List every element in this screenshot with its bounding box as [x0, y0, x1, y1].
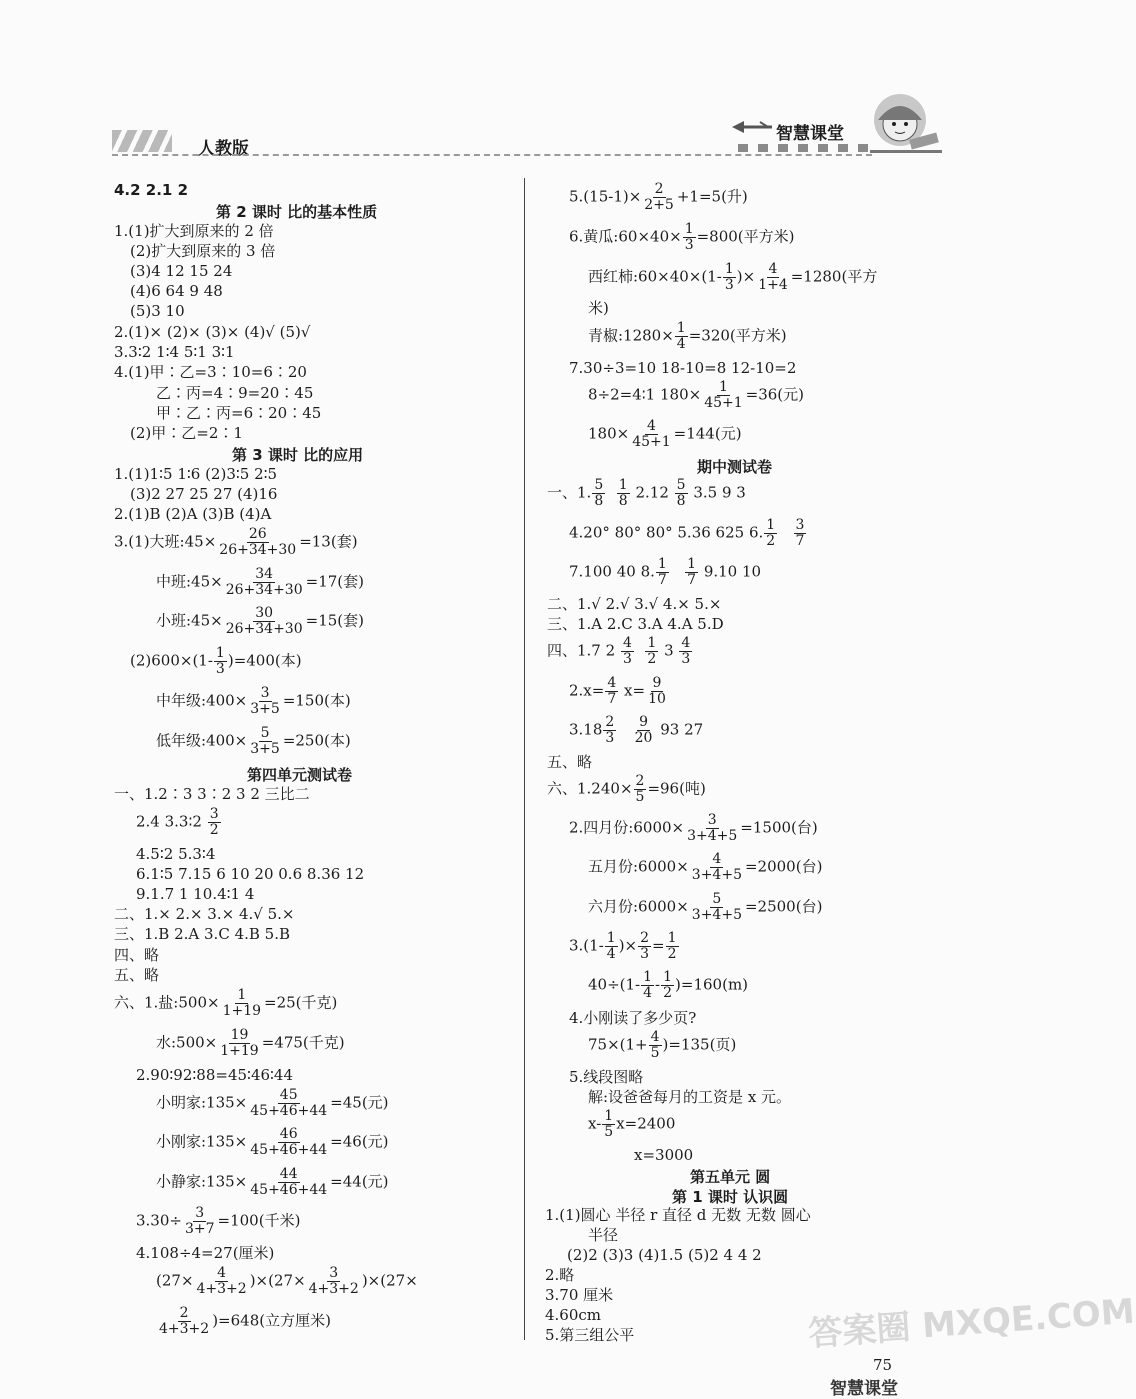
answer-line: (3)4 12 15 24 [130, 262, 233, 280]
formula-line: 小明家:135× $\frac{45}{45+46+44}$ =45(元) [156, 1087, 389, 1119]
answer-line: 五、略 [114, 966, 160, 984]
formula-line: 六、1.盐:500× $\frac{1}{1+19}$ =25(千克) [114, 987, 338, 1019]
formula-line: 小刚家:135× $\frac{46}{45+46+44}$ =46(元) [156, 1126, 389, 1158]
formula-line: 中年级:400× $\frac{3}{3+5}$ =150(本) [156, 685, 351, 717]
formula-line: 2.4 3.3∶2 $\frac{3}{2}$ [136, 806, 219, 838]
formula-line: 2.四月份:6000× $\frac{3}{3+4+5}$ =1500(台) [569, 812, 818, 844]
formula-line: 小静家:135× $\frac{44}{45+46+44}$ =44(元) [156, 1166, 389, 1198]
formula-line: 180× $\frac{4}{45+1}$ =144(元) [588, 418, 742, 450]
column-divider [524, 178, 525, 1340]
answer-line: 9.1.7 1 10.4∶1 4 [136, 885, 255, 903]
answer-line: 5.第三组公平 [545, 1326, 635, 1344]
section-heading: 期中测试卷 [697, 458, 773, 476]
answer-line: 3.3∶2 1∶4 5∶1 3∶1 [114, 343, 235, 361]
formula-line: 5.(15-1)× $\frac{2}{2+5}$ +1=5(升) [569, 181, 748, 213]
formula-line: 西红柿:60×40×(1- $\frac{1}{3}$ )× $\frac{4}{1+4}$ =1280(平方 [588, 261, 878, 293]
answer-line: 五、略 [547, 753, 593, 771]
formula-line: 40÷(1- $\frac{1}{4}$ - $\frac{1}{2}$ )=160(m) [588, 969, 749, 1001]
answer-line: 4.2 2.1 2 [114, 181, 189, 199]
formula-line: 中班:45× $\frac{34}{26+34+30}$ =17(套) [156, 566, 364, 598]
formula-line: $\frac{2}{4+3+2}$ )=648(立方厘米) [159, 1305, 331, 1337]
edition-label: 人教版 [198, 139, 249, 159]
stripes-decoration [112, 130, 172, 152]
section-heading: 第五单元 圆 [690, 1168, 771, 1186]
series-title: 智慧课堂 [776, 124, 844, 144]
bottom-brand: 智慧课堂 [830, 1379, 898, 1399]
answer-line: 5.线段图略 [569, 1068, 644, 1086]
answer-line: 7.30÷3=10 18-10=8 12-10=2 [569, 359, 797, 377]
answer-line: 米) [588, 299, 609, 317]
answer-line: (2)2 (3)3 (4)1.5 (5)2 4 4 2 [567, 1246, 762, 1264]
answer-line: 四、略 [114, 946, 160, 964]
formula-line: 4.20° 80° 80° 5.36 625 6. $\frac{1}{2}$ $\frac{3}{7}$ [569, 517, 805, 549]
formula-line: 六、1.240× $\frac{2}{5}$ =96(吨) [547, 773, 706, 805]
section-heading: 第 3 课时 比的应用 [232, 446, 364, 464]
formula-line: 3.(1- $\frac{1}{4}$ )× $\frac{2}{3}$ = $\frac{1}{2}$ [569, 930, 677, 962]
formula-line: 2.x= $\frac{4}{7}$ x= $\frac{9}{10}$ [569, 675, 666, 707]
page-number: 75 [873, 1356, 893, 1374]
answer-line: 4.(1)甲∶乙=3∶10=6∶20 [114, 363, 307, 381]
formula-line: 一、1. $\frac{5}{8}$ $\frac{1}{8}$ 2.12 $\frac{5}{8}$ 3.5 9 3 [547, 477, 746, 509]
answer-line: 4.108÷4=27(厘米) [136, 1244, 275, 1262]
watermark: 答案圈 MXQE.COM [807, 1291, 1136, 1355]
formula-line: 75×(1+ $\frac{4}{5}$ )=135(页) [588, 1029, 737, 1061]
answer-line: 1.(1)1∶5 1∶6 (2)3∶5 2∶5 [114, 465, 278, 483]
formula-line: 小班:45× $\frac{30}{26+34+30}$ =15(套) [156, 605, 364, 637]
answer-line: 4.5∶2 5.3∶4 [136, 845, 216, 863]
answer-line: 二、1.× 2.× 3.× 4.√ 5.× [114, 905, 295, 923]
answer-line: (2)扩大到原来的 3 倍 [130, 242, 276, 260]
answer-line: x=3000 [634, 1146, 694, 1164]
answer-line: 三、1.A 2.C 3.A 4.A 5.D [547, 615, 724, 633]
answer-line: 2.(1)B (2)A (3)B (4)A [114, 505, 272, 523]
formula-line: 六月份:6000× $\frac{5}{3+4+5}$ =2500(台) [588, 891, 823, 923]
header-rule [112, 154, 872, 156]
formula-line: 3.(1)大班:45× $\frac{26}{26+34+30}$ =13(套) [114, 526, 358, 558]
formula-line: 低年级:400× $\frac{5}{3+5}$ =250(本) [156, 725, 351, 757]
answer-line: 解:设爸爸每月的工资是 x 元。 [588, 1088, 792, 1106]
answer-line: 三、1.B 2.A 3.C 4.B 5.B [114, 925, 291, 943]
formula-line: (27× $\frac{4}{4+3+2}$ )×(27× $\frac{3}{4+3+2}$ )×(27× [156, 1265, 418, 1297]
answer-line: 2.(1)× (2)× (3)× (4)√ (5)√ [114, 323, 311, 341]
answer-line: 甲∶乙∶丙=6∶20∶45 [156, 404, 322, 422]
section-heading: 第 1 课时 认识圆 [672, 1188, 789, 1206]
section-heading: 第 2 课时 比的基本性质 [216, 203, 378, 221]
answer-line: 4.60cm [545, 1306, 602, 1324]
answer-line: (2)甲∶乙=2∶1 [130, 424, 243, 442]
formula-line: (2)600×(1- $\frac{1}{3}$ )=400(本) [130, 645, 302, 677]
formula-line: 6.黄瓜:60×40× $\frac{1}{3}$ =800(平方米) [569, 221, 795, 253]
answer-line: 乙∶丙=4∶9=20∶45 [156, 384, 314, 402]
square-blocks [738, 144, 878, 152]
formula-line: x- $\frac{1}{5}$ x=2400 [588, 1108, 676, 1140]
answer-line: 1.(1)扩大到原来的 2 倍 [114, 222, 274, 240]
formula-line: 8÷2=4∶1 180× $\frac{1}{45+1}$ =36(元) [588, 379, 805, 411]
arrow-icon [732, 120, 774, 134]
answer-line: 2.90∶92∶88=45∶46∶44 [136, 1066, 294, 1084]
answer-line: (4)6 64 9 48 [130, 282, 223, 300]
answer-line: 半径 [588, 1226, 619, 1244]
answer-line: 一、1.2∶3 3∶2 3 2 三比二 [114, 785, 310, 803]
answer-line: 6.1∶5 7.15 6 10 20 0.6 8.36 12 [136, 865, 365, 883]
answer-line: (5)3 10 [130, 302, 185, 320]
formula-line: 水:500× $\frac{19}{1+19}$ =475(千克) [156, 1027, 345, 1059]
formula-line: 青椒:1280× $\frac{1}{4}$ =320(平方米) [588, 320, 787, 352]
mascot-girl-icon [870, 90, 942, 160]
formula-line: 四、1.7 2 $\frac{4}{3}$ $\frac{1}{2}$ 3 $\frac{4}{3}$ [547, 635, 691, 667]
answer-line: 4.小刚读了多少页? [569, 1009, 697, 1027]
answer-line: 2.略 [545, 1266, 575, 1284]
formula-line: 7.100 40 8. $\frac{1}{7}$ $\frac{1}{7}$ 9.10 10 [569, 556, 762, 588]
formula-line: 五月份:6000× $\frac{4}{3+4+5}$ =2000(台) [588, 851, 823, 883]
section-heading: 第四单元测试卷 [247, 766, 353, 784]
header-bar [0, 95, 1000, 165]
formula-line: 3.18 $\frac{2}{3}$ $\frac{9}{20}$ 93 27 [569, 714, 704, 746]
answer-line: 1.(1)圆心 半径 r 直径 d 无数 无数 圆心 [545, 1206, 811, 1224]
answer-line: 3.70 厘米 [545, 1286, 614, 1304]
answer-line: (3)2 27 25 27 (4)16 [130, 485, 278, 503]
formula-line: 3.30÷ $\frac{3}{3+7}$ =100(千米) [136, 1205, 301, 1237]
answer-line: 二、1.√ 2.√ 3.√ 4.× 5.× [547, 595, 722, 613]
